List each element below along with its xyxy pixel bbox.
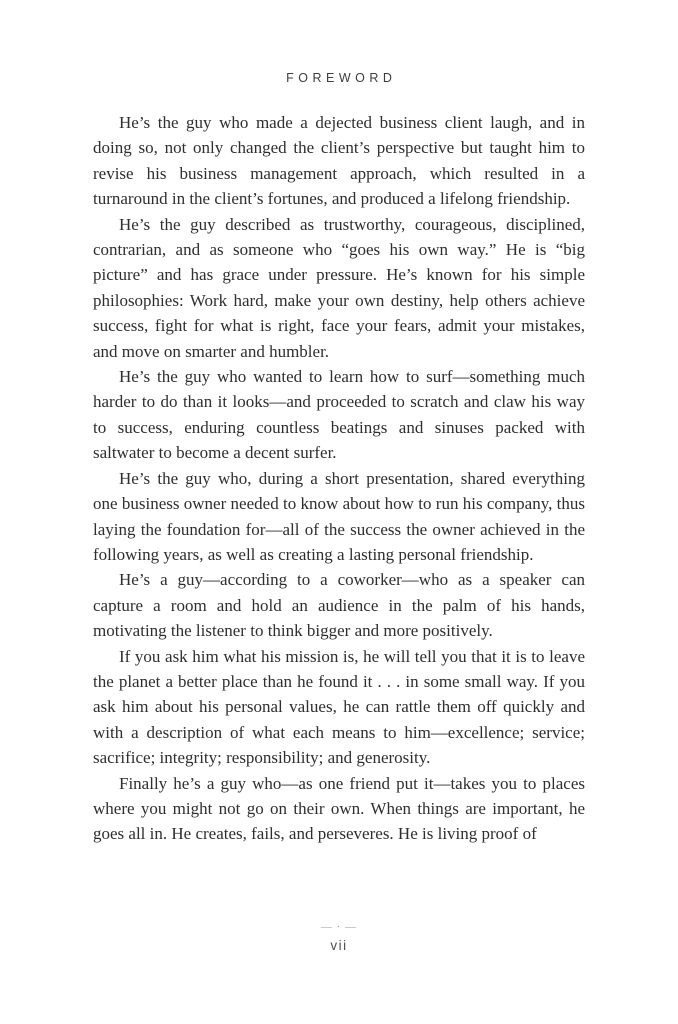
foreword-body-text [93,110,585,847]
footer-ornament: — · — [320,921,358,933]
paragraph-dejected-client: He’s the guy who made a dejected business client laugh, and in doing so, not only changed the client’s perspective but taught him to revise his business management approach, which resulted in a turnaround in the client’s fortunes, and produced a lifelong friendship. [93,113,585,209]
page-number: vii [330,938,348,953]
running-head-foreword: FOREWORD [286,71,397,85]
paragraph-mission-values: If you ask him what his mission is, he will tell you that it is to leave the planet a better place than he found it . . . in some small way. If you ask him about his personal values, he can rattle them off quickly and with a description of what each means to him—excellence; service; sacrifice; integrity; responsibility; and generosity. [93,646,585,768]
paragraph-learn-to-surf: He’s the guy who wanted to learn how to surf—something much harder to do than it looks—and proceeded to scratch and claw his way to success, enduring countless beatings and sinuses packed with saltwater to become a decent surfer. [93,367,585,463]
paragraph-short-presentation: He’s the guy who, during a short presentation, shared everything one business owner needed to know about how to run his company, thus laying the foundation for—all of the success the owner achieved in the following years, as well as creating a lasting personal friendship. [93,468,585,564]
paragraph-speaker: He’s a guy—according to a coworker—who as a speaker can capture a room and hold an audience in the palm of his hands, motivating the listener to think bigger and more positively. [93,570,585,641]
paragraph-finally: Finally he’s a guy who—as one friend put it—takes you to places where you might not go on their own. When things are important, he goes all in. He creates, fails, and perseveres. He is living proof of [93,773,585,844]
paragraph-described-as: He’s the guy described as trustworthy, courageous, disciplined, contrarian, and as someone who “goes his own way.” He is “big picture” and has grace under pressure. He’s known for his simple philosophies: Work hard, make your own destiny, help others achieve success, fight for what is right, face your fears, admit your mistakes, and move on smarter and humbler. [93,214,585,361]
